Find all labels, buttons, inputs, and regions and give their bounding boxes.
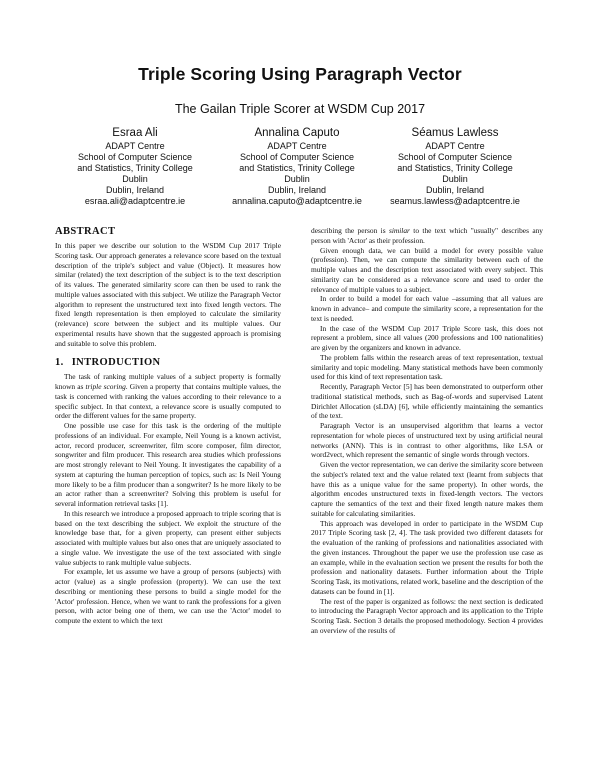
paragraph <box>55 372 281 421</box>
text-run: to the text which "usually" describes any person with 'Actor' as their profession. <box>311 226 543 245</box>
author-affiliation: Dublin <box>284 174 310 184</box>
paragraph: For example, let us assume we have a group of persons (subjects) with actor (value) as a single profession (property). We can use the text describing or mentioning these persons to build a single model for the 'Actor' profession. Hence, when we want to rank the professions for a given person, with actor being one of them, we can use the 'Actor' model to compute the extent to which the text <box>55 567 281 625</box>
paragraph <box>311 226 543 246</box>
author-email: seamus.lawless@adaptcentre.ie <box>390 196 520 206</box>
paragraph: Given enough data, we can build a model for every possible value (profession). Then, we can compute the similarity between each of the multiple values and the description text associated with every subject. This similarity can be considered as a relevance score and used to order the relevance of multiple values to a subject. <box>311 245 543 294</box>
paragraph: Recently, Paragraph Vector [5] has been demonstrated to outperform other traditional statistical methods, such as Bag-of-words and supervised Latent Dirichlet Allocation (sLDA) [6], while efficiently maintaining the semantics of the text. <box>311 382 543 421</box>
left-column <box>55 226 281 626</box>
author-affiliation: School of Computer Science <box>77 152 193 162</box>
emphasis: similar <box>388 226 410 235</box>
author-affiliation: School of Computer Science <box>239 152 355 162</box>
paragraph: In this research we introduce a proposed approach to triple scoring that is based on the text describing the subject. We exploit the structure of the knowledge base that, for a given property, can present either subjects associated with multiple values but also ones that are uniquely associated to a single value. We investigate the use of the text associated with single value subjects to rank multiple value subjects. <box>55 508 281 567</box>
text-run: describing the person is <box>311 226 389 235</box>
author-affiliation: and Statistics, Trinity College <box>77 163 193 173</box>
paragraph: Paragraph Vector is an unsupervised algorithm that learns a vector representation for whole pieces of unstructured text by using artificial neural networks (ANN). This is in contrast to other algorithms, like LSA or word2vect, which represent the semantic of single words through vectors. <box>311 421 543 460</box>
author-location: Dublin, Ireland <box>267 185 327 195</box>
paragraph: One possible use case for this task is the ordering of the multiple professions of an individual. For example, Neil Young is a known activist, actor, record producer, screenwriter, film score composer, film director, songwriter and film producer. This research area studies which professions are most strongly relevant to Neil Young. It investigates the capability of a system at capturing the human perception of topics, such as: Is Neil Young more likely to be a film producer than a songwriter? Is he more likely to be an actor rather than a screenwriter? Solving this problem is useful for several information retrieval tasks [1]. <box>55 421 281 508</box>
author-affiliation: ADAPT Centre <box>425 141 485 151</box>
author-affiliation: Dublin <box>122 174 148 184</box>
author-email: annalina.caputo@adaptcentre.ie <box>232 196 362 206</box>
paper-subtitle: The Gailan Triple Scorer at WSDM Cup 2017 <box>174 102 426 116</box>
author-name: Esraa Ali <box>112 127 158 139</box>
author-affiliation: ADAPT Centre <box>105 141 165 151</box>
text-run: . Given a property that contains multiple values, the task is concerned with ranking the values according to their relevance to a specific subject. In that context, a relevance score is usually computed to order the different values for the same property. <box>55 382 281 421</box>
section-heading <box>55 357 281 369</box>
paper-title: Triple Scoring Using Paragraph Vector <box>138 64 462 84</box>
author-location: Dublin, Ireland <box>425 185 485 195</box>
right-column <box>311 226 543 636</box>
emphasis: triple scoring <box>85 382 126 391</box>
author-affiliation: School of Computer Science <box>397 152 513 162</box>
author-1 <box>60 126 210 207</box>
author-affiliation: and Statistics, Trinity College <box>239 163 355 173</box>
author-3 <box>380 126 530 207</box>
section-title: INTRODUCTION <box>71 357 161 369</box>
abstract-text: In this paper we describe our solution to the WSDM Cup 2017 Triple Scoring task. Our approach generates a relevance score based on the textual description of the triple's subject and value (Object). It measures how similar (related) the text description of the subject is to the text description of its values. The generated similarity score can then be used to rank the multiple values associated with this subject. We utilize the Paragraph Vector algorithm to represent the unstructured text into fixed length vectors. The fixed length representation is then employed to calculate the similarity (relevance) score between the subject and its multiple values. Our experimental results have shown that the suggested approach is promising and suitable to solve this problem. <box>55 241 281 348</box>
abstract-heading: ABSTRACT <box>55 226 116 237</box>
paragraph: The rest of the paper is organized as follows: the next section is dedicated to introducing the Paragraph Vector approach and its application to the Triple Scoring Task. Section 3 details the proposed methodology. Section 4 provides an overview of the results of <box>311 596 543 635</box>
text-run: The task of ranking multiple values of a subject property is formally known as <box>55 372 281 391</box>
paragraph: This approach was developed in order to participate in the WSDM Cup 2017 Triple Scoring task [2, 4]. The task provided two different datasets for the evaluation of the ranking of professions and nationalities associated with the given instances. Throughout the paper we use the profession use case as an example, while in the evaluation section we present the results for both the profession and nationality datasets. Further information about the Triple Scoring Task, its motivations, related work, baseline and the description of the datasets can be found in [1]. <box>311 518 543 596</box>
author-2 <box>222 126 372 207</box>
paragraph: In the case of the WSDM Cup 2017 Triple Score task, this does not represent a problem, since all values (200 professions and 100 nationalities) are given by the organizers and known in advance. <box>311 323 543 352</box>
paragraph: The problem falls within the research areas of text representation, textual similarity and topic modeling. Many statistical methods have been commonly used for this kind of text representation task. <box>311 352 543 382</box>
author-affiliation: ADAPT Centre <box>267 141 327 151</box>
author-location: Dublin, Ireland <box>105 185 165 195</box>
paragraph: Given the vector representation, we can derive the similarity score between the subject's related text and the value related text (learnt from subjects that have this as a unique value for the same property). In other words, the algorithm encodes unstructured texts in fixed-length vectors. The vectors capture the semantics of the text and their fixed length nature makes them suitable for calculating similarities. <box>311 460 543 518</box>
author-affiliation: Dublin <box>442 174 468 184</box>
section-number: 1. <box>55 357 64 369</box>
paragraph: In order to build a model for each value –assuming that all values are known in advance– and compute the similarity score, a representation for the text is needed. <box>311 294 543 323</box>
author-email: esraa.ali@adaptcentre.ie <box>84 196 186 206</box>
author-affiliation: and Statistics, Trinity College <box>397 163 513 173</box>
author-name: Annalina Caputo <box>254 127 340 139</box>
author-name: Séamus Lawless <box>411 127 499 139</box>
